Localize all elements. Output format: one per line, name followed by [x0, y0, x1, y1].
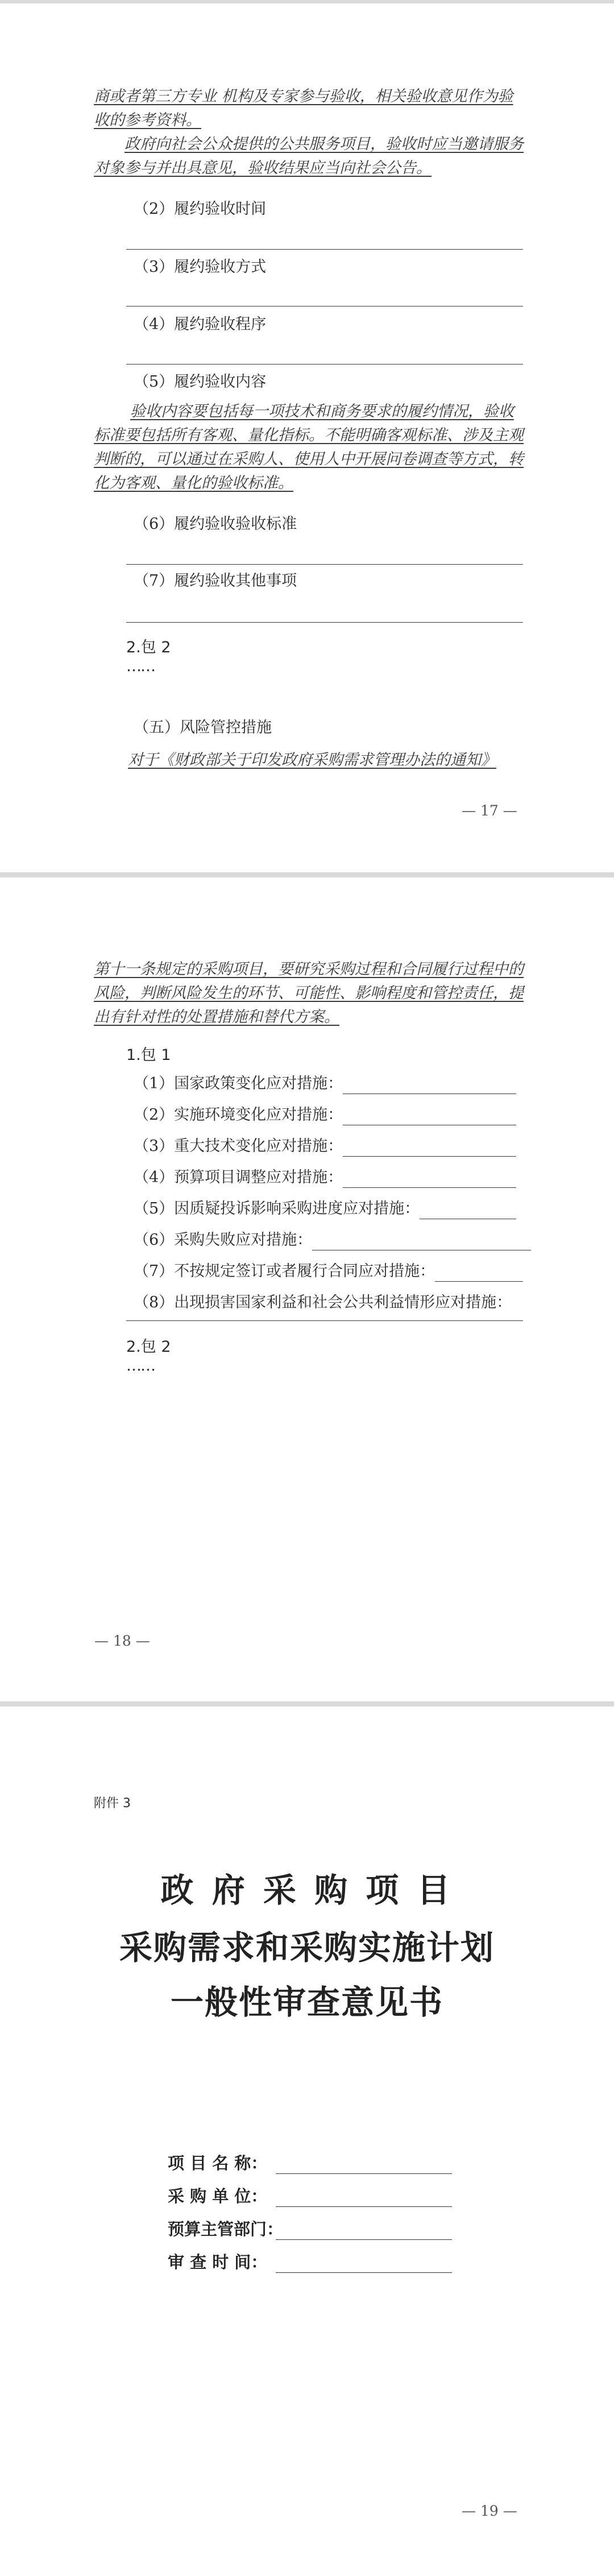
p17-paragraph-2: 政府向社会公众提供的公共服务项目，验收时应当邀请服务对象参与并出具意见，验收结果应当向社会公告。: [94, 135, 524, 177]
p17-item-3: （3）履约验收方式: [134, 258, 267, 276]
p18-paragraph-1: 第十一条规定的采购项目，要研究采购过程和合同履行过程中的风险，判断风险发生的环节、可能性、影响程度和管控责任，提出有针对性的处置措施和替代方案。: [94, 960, 524, 1026]
p19-attachment-label: 附件 3: [94, 1796, 131, 1811]
p18-measure-3: [134, 1136, 516, 1157]
p17-item-5: （5）履约验收内容: [134, 373, 267, 391]
p18-measure-1-line: [343, 1078, 516, 1094]
p18-measure-6-line: [312, 1234, 531, 1250]
p18-measure-5: [134, 1199, 516, 1219]
p18-measure-1-label: （1）国家政策变化应对措施：: [134, 1075, 343, 1092]
page-18: [0, 877, 614, 1701]
p19-field-purchasing-unit: [168, 2184, 452, 2207]
p17-paragraph-1: 商或者第三方专业 机构及专家参与验收，相关验收意见作为验收的参考资料。: [94, 88, 513, 129]
p19-field-budget-department-label: 预算主管部门：: [168, 2219, 284, 2239]
p19-field-review-time-line: [276, 2255, 452, 2273]
p18-measure-7: [134, 1261, 523, 1282]
p17-section-5-heading: （五）风险管控措施: [134, 719, 272, 736]
p17-paragraph-4: 对于《财政部关于印发政府采购需求管理办法的通知》: [128, 751, 496, 769]
p18-measure-3-label: （3）重大技术变化应对措施：: [134, 1137, 343, 1155]
p18-package-2: 2.包 2: [126, 1338, 171, 1356]
p17-fill-line-7: [126, 622, 523, 623]
p19-field-budget-department: [168, 2217, 452, 2240]
p18-measure-8: （8）出现损害国家利益和社会公共利益情形应对措施：: [134, 1294, 512, 1311]
p19-field-project-name-line: [276, 2156, 452, 2174]
p19-field-purchasing-unit-line: [276, 2189, 452, 2207]
p19-field-project-name-label: 项 目 名 称：: [168, 2153, 268, 2173]
p18-package-1: 1.包 1: [126, 1046, 171, 1064]
p19-field-review-time-label: 审 查 时 间：: [168, 2252, 268, 2272]
p17-fill-line-4: [126, 364, 523, 365]
p17-ellipsis: ……: [126, 657, 155, 675]
p17-paragraph-3: 验收内容要包括每一项技术和商务要求的履约情况，验收标准要包括所有客观、量化指标。不能明确客观标准、涉及主观判断的，可以通过在采购人、使用人中开展问卷调查等方式，转化为客观、量化的验收标准。: [94, 403, 524, 492]
p19-field-review-time: [168, 2250, 452, 2273]
p18-measure-3-line: [343, 1140, 516, 1157]
p18-measure-1: [134, 1074, 516, 1094]
p18-measure-5-label: （5）因质疑投诉影响采购进度应对措施：: [134, 1200, 420, 1217]
p18-measure-6-label: （6）采购失败应对措施：: [134, 1231, 313, 1249]
p18-measure-4: [134, 1167, 516, 1188]
p18-measure-6: [134, 1230, 531, 1250]
p18-measure-7-label: （7）不按规定签订或者履行合同应对措施：: [134, 1262, 435, 1280]
p17-item-7: （7）履约验收其他事项: [134, 572, 297, 590]
p17-item-2: （2）履约验收时间: [134, 200, 267, 218]
p17-fill-line-3: [126, 306, 523, 307]
p19-title-line-1: 政 府 采 购 项 目: [160, 1871, 454, 1910]
p18-measure-2-label: （2）实施环境变化应对措施：: [134, 1106, 343, 1124]
p17-package-2: 2.包 2: [126, 639, 171, 656]
p18-measure-2: [134, 1105, 516, 1125]
p19-title-line-3: 一般性审查意见书: [170, 1983, 443, 2022]
p18-measure-4-line: [343, 1171, 516, 1188]
p19-field-purchasing-unit-label: 采 购 单 位：: [168, 2186, 268, 2206]
p18-measure-7-line: [435, 1265, 523, 1282]
page-number-19: — 19 —: [462, 2503, 517, 2519]
p18-ellipsis: ……: [126, 1357, 155, 1374]
p18-measure-4-label: （4）预算项目调整应对措施：: [134, 1169, 343, 1186]
p18-measure-8-line: [126, 1320, 523, 1321]
p17-fill-line-6: [126, 564, 523, 565]
p19-field-project-name: [168, 2151, 452, 2174]
page-number-18: — 18 —: [94, 1633, 150, 1649]
p18-measure-2-line: [343, 1109, 516, 1125]
p17-item-6: （6）履约验收验收标准: [134, 515, 297, 533]
p19-title-line-2: 采购需求和采购实施计划: [119, 1928, 495, 1967]
p19-field-budget-department-line: [276, 2222, 452, 2240]
p17-fill-line-2: [126, 249, 523, 250]
page-19: [0, 1707, 614, 2576]
p17-item-4: （4）履约验收程序: [134, 316, 267, 333]
p18-measure-5-line: [420, 1203, 516, 1219]
page-17: [0, 3, 614, 872]
page-number-17: — 17 —: [462, 802, 517, 819]
